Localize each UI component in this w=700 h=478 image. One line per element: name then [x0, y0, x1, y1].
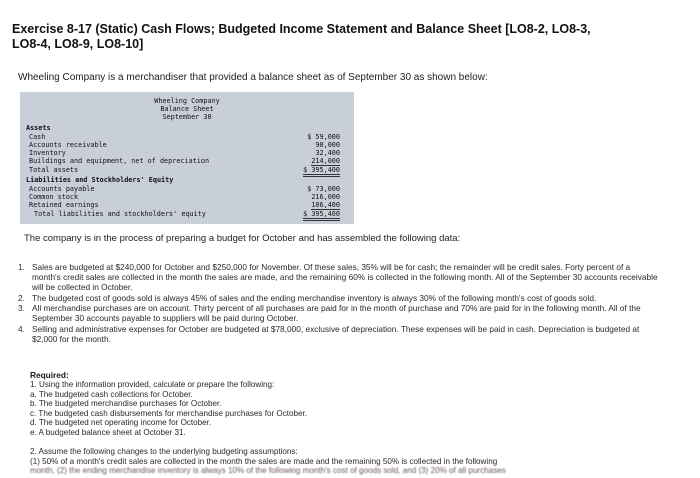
required-line: b. The budgeted merchandise purchases for October. [30, 399, 222, 409]
required-line: e. A budgeted balance sheet at October 31. [30, 427, 186, 437]
sheet-statement: Balance Sheet [160, 105, 214, 113]
item-number: 1. [18, 262, 25, 272]
item-text: Selling and administrative expenses for October are budgeted at $78,000, exclusive of depreciation. These expenses will be paid in cash. Depreciation is budgeted at $2,000 for the month. [32, 323, 640, 344]
item-number: 4. [18, 323, 25, 334]
item-number: 2. [18, 292, 25, 303]
total-assets-amount: $ 395,400 [303, 166, 340, 177]
required-line: 1. Using the information provided, calculate or prepare the following: [30, 380, 275, 389]
sheet-date: September 30 [162, 113, 212, 121]
liability-label: Accounts payable [29, 185, 95, 193]
item-number: 3. [18, 303, 25, 313]
total-liabilities-amount: $ 395,400 [303, 210, 340, 221]
liabilities-header: Liabilities and Stockholders' Equity [26, 176, 174, 184]
exercise-title: Exercise 8-17 (Static) Cash Flows; Budgeted Income Statement and Balance Sheet [LO8-2, LO8-3, LO8-4, LO8-9, LO8-10] [12, 22, 591, 51]
list-item [18, 324, 658, 344]
required-heading: Required: [30, 370, 69, 380]
question-2-line: (1) 50% of a month's credit sales are collected in the month the sales are made and the remaining 50% is collected in the following [30, 456, 498, 466]
intro-text: Wheeling Company is a merchandiser that provided a balance sheet as of September 30 as shown below: [18, 72, 488, 83]
asset-amount: 32,400 [315, 149, 340, 157]
asset-label: Accounts receivable [29, 141, 107, 149]
liability-label: Retained earnings [29, 201, 99, 209]
question-2-line: month, (2) the ending merchandise inventory is always 10% of the following month's cost of goods sold, and (3) 20% of all purchases [30, 466, 506, 476]
required-list [30, 380, 307, 438]
liability-label: Common stock [29, 193, 79, 201]
assets-header: Assets [26, 124, 51, 132]
question-2 [30, 447, 506, 476]
required-line: d. The budgeted net operating income for October. [30, 418, 212, 428]
liability-amount: 216,000 [311, 193, 340, 201]
list-item [18, 293, 658, 303]
asset-label: Buildings and equipment, net of depreciation [29, 157, 210, 165]
sheet-company: Wheeling Company [154, 97, 220, 105]
liability-amount: $ 73,000 [307, 185, 340, 193]
balance-sheet-image [20, 92, 354, 224]
list-item [18, 262, 658, 292]
data-list [18, 262, 658, 344]
total-assets-label: Total assets [29, 166, 79, 174]
asset-amount: 214,000 [311, 157, 340, 165]
asset-amount: $ 59,000 [307, 133, 340, 141]
asset-label: Inventory [29, 149, 66, 157]
liability-amount: 106,400 [311, 201, 340, 209]
item-text: Sales are budgeted at $240,000 for October and $250,000 for November. Of these sales, 35% will be for cash; the remainder will be credit sales. Forty percent of a month's credit sales are collected in the month the sales are made, and the remaining 60% is collected in the following month. All of the September 30 accounts receivable will be collected in October. [32, 262, 658, 292]
required-line: c. The budgeted cash disbursements for merchandise purchases for October. [30, 408, 307, 418]
required-line: a. The budgeted cash collections for October. [30, 389, 193, 399]
asset-amount: 90,000 [315, 141, 340, 149]
asset-label: Cash [29, 133, 46, 141]
question-2-line: 2. Assume the following changes to the underlying budgeting assumptions: [30, 447, 298, 456]
data-intro-text: The company is in the process of preparing a budget for October and has assembled the following data: [24, 233, 461, 244]
total-liabilities-label: Total liabilities and stockholders' equity [34, 210, 206, 218]
item-text: All merchandise purchases are on account. Thirty percent of all purchases are paid for in the month of purchase and 70% are paid for in the following month. All of the September 30 accounts payable to suppliers will be paid during October. [32, 303, 641, 323]
item-text: The budgeted cost of goods sold is always 45% of sales and the ending merchandise inventory is always 30% of the following month's cost of goods sold. [32, 292, 597, 303]
list-item [18, 303, 658, 323]
